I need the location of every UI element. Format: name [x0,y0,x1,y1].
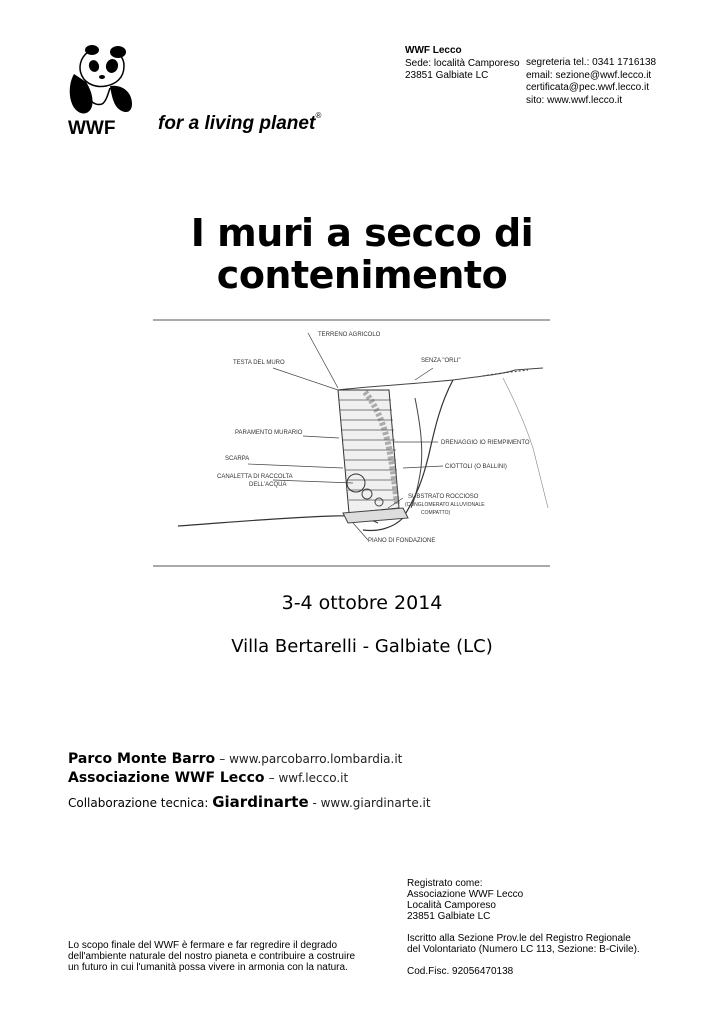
label-terreno: TERRENO AGRICOLO [318,332,381,338]
label-scarpa: SCARPA [225,456,250,462]
event-date: 3-4 ottobre 2014 [281,592,443,614]
partners-block [68,750,431,813]
header-phone: segreteria tel.: 0341 1716138 [526,57,657,68]
tagline-text: for a living planet [158,113,316,134]
mission-line-3: un futuro in cui l'umanità possa vivere in armonia con la natura. [68,962,348,973]
partner-3-prefix: Collaborazione tecnica: [68,796,209,810]
label-substrato-1: SUBSTRATO ROCCIOSO [408,494,479,500]
wall-stones [338,390,399,513]
reg-line-7: Cod.Fisc. 92056470138 [407,966,514,977]
label-testa: TESTA DEL MURO [233,360,285,366]
label-canaletta-2: DELL'ACQUA [249,482,287,488]
wwf-wordmark: WWF [68,118,116,138]
event-venue: Villa Bertarelli - Galbiate (LC) [231,636,493,657]
title-line2: contenimento [216,253,508,297]
partner-2-url[interactable]: – wwf.lecco.it [268,771,349,785]
reg-line-1: Registrato come: [407,878,483,889]
header-site: sito: www.wwf.lecco.it [526,94,623,106]
label-substrato-3: COMPATTO) [421,510,451,516]
registered-mark: ® [124,108,129,114]
mission-line-2: dell'ambiente naturale del nostro pianeta e contribuire a costruire [68,951,356,962]
mission-statement [68,940,398,973]
reg-line-6: del Volontariato (Numero LC 113, Sezione: B-Civile). [407,944,640,955]
header-address-line1: Sede: località Camporeso [405,57,520,69]
partner-line-1 [68,750,431,769]
label-canaletta-1: CANALETTA DI RACCOLTA [217,474,293,480]
title-line1: I muri a secco di [190,211,534,255]
page-title [0,212,724,296]
label-substrato-2: (CONGLOMERATO ALLUVIONALE [405,502,485,508]
partner-2-name: Associazione WWF Lecco [68,770,265,786]
partner-1-name: Parco Monte Barro [68,751,216,767]
wwf-panda-logo [66,44,136,138]
tagline-mark: ® [315,111,322,120]
header-address-line2: 23851 Galbiate LC [405,70,489,81]
header-email: email: sezione@wwf.lecco.it [526,69,652,81]
partner-3-url[interactable]: - www.giardinarte.it [312,796,431,810]
label-piano: PIANO DI FONDAZIONE [368,538,436,544]
header-pec: certificata@pec.wwf.lecco.it [526,82,649,93]
partner-3-name: Giardinarte [212,793,309,811]
registration-block [407,878,707,977]
partner-line-2 [68,769,431,788]
header-address [405,45,520,83]
dry-wall-section-drawing [153,318,550,568]
label-ciottoli: CIOTTOLI (O BALLINI) [445,464,507,470]
mission-line-1: Lo scopo finale del WWF è fermare e far regredire il degrado [68,940,338,951]
header-org: WWF Lecco [405,45,462,56]
label-drenaggio: DRENAGGIO IO RIEMPIMENTO [441,440,530,446]
partner-line-3 [68,793,431,813]
reg-line-4: 23851 Galbiate LC [407,911,491,922]
reg-line-5: Iscritto alla Sezione Prov.le del Registro Regionale [407,933,631,944]
reg-line-2: Associazione WWF Lecco [407,889,524,900]
partner-1-url[interactable]: – www.parcobarro.lombardia.it [219,752,403,766]
header-contacts [526,57,656,107]
tagline [158,113,321,135]
reg-line-3: Località Camporeso [407,900,496,911]
label-senza: SENZA "ORLI" [421,358,461,364]
label-paramento: PARAMENTO MURARIO [235,430,303,436]
